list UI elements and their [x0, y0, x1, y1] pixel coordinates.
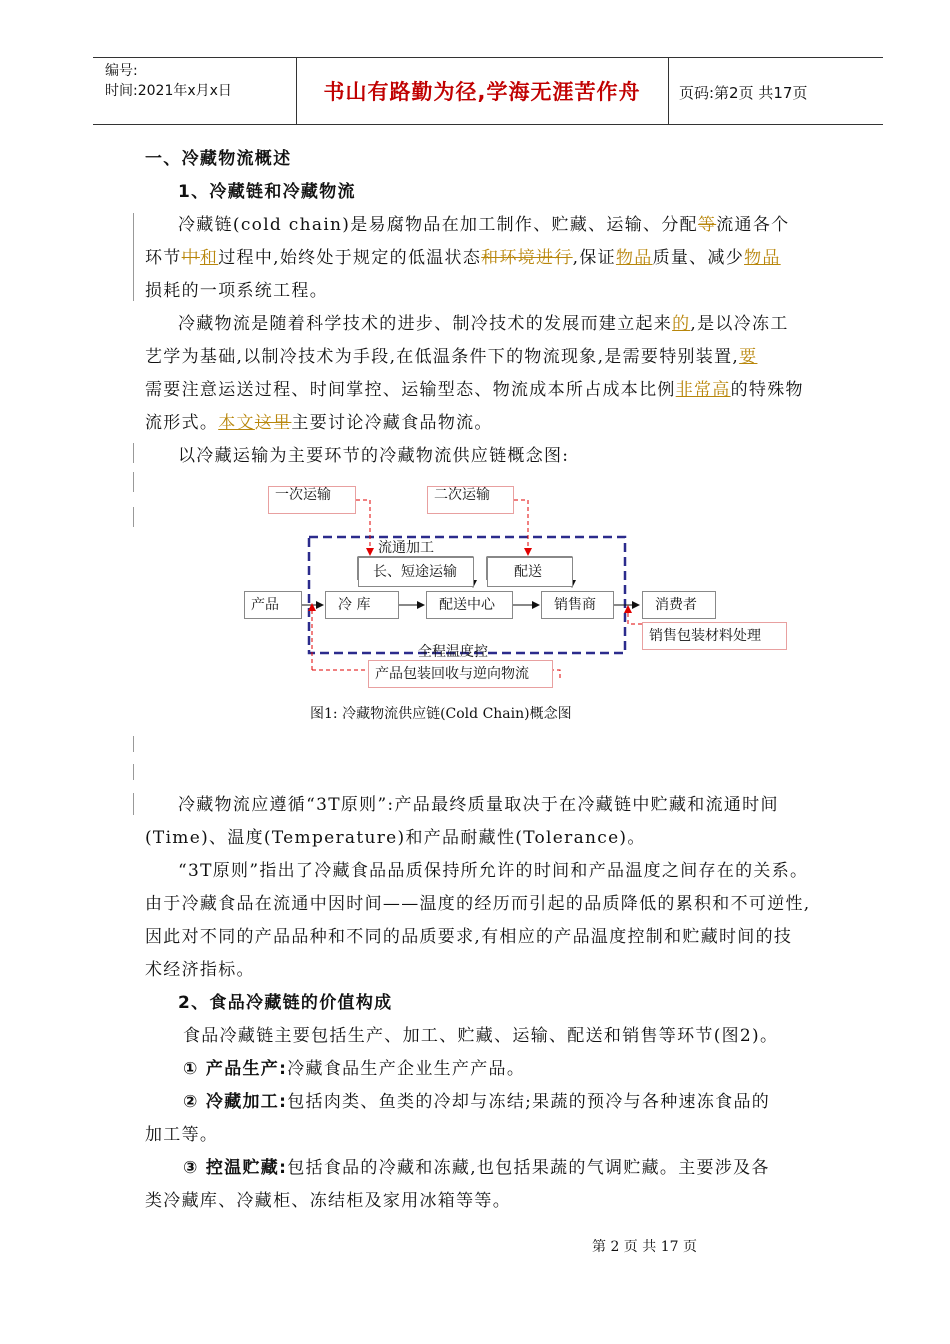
- item-storage: ③ 控温贮藏:包括食品的冷藏和冻藏,也包括果蔬的气调贮藏。主要涉及各: [183, 1158, 770, 1178]
- box-product: 产品: [244, 591, 302, 619]
- header-page-info: 页码:第2页 共17页: [679, 84, 808, 102]
- para-3t-line1: 冷藏物流应遵循“3T原则”:产品最终质量取决于在冷藏链中贮藏和流通时间: [178, 795, 779, 815]
- para-3t-explain-3: 因此对不同的产品品种和不同的品质要求,有相应的产品温度控制和贮藏时间的技: [145, 927, 793, 947]
- section-title: 一、冷藏物流概述: [145, 149, 292, 169]
- para-3t-line2: (Time)、温度(Temperature)和产品耐藏性(Tolerance)。: [145, 828, 646, 848]
- box-cold-storage: 冷 库: [325, 591, 399, 619]
- arrow-transport2: [514, 500, 528, 555]
- box-transport2: 二次运输: [427, 486, 514, 514]
- box-reverse-logistics: 产品包装回收与逆向物流: [368, 660, 553, 688]
- item-processing: ② 冷藏加工:包括肉类、鱼类的冷却与冻结;果蔬的预冷与各种速冻食品的: [183, 1092, 771, 1112]
- subsection-title-1: 1、冷藏链和冷藏物流: [178, 182, 356, 202]
- arrow-transport1: [356, 500, 370, 555]
- box-retailer: 销售商: [541, 591, 614, 619]
- box-transport1: 一次运输: [268, 486, 356, 514]
- item-production: ① 产品生产:冷藏食品生产企业生产产品。: [183, 1059, 526, 1079]
- number-label: 编号:: [105, 63, 138, 79]
- header-motto: 书山有路勤为径,学海无涯苦作舟: [296, 58, 669, 124]
- change-bar: [133, 793, 134, 815]
- box-distribution-center: 配送中心: [426, 591, 513, 619]
- diagram-intro: 以冷藏运输为主要环节的冷藏物流供应链概念图:: [178, 446, 570, 466]
- para-3t-explain-4: 术经济指标。: [145, 960, 255, 980]
- page-footer: 第 2 页 共 17 页: [592, 1239, 697, 1255]
- arrow-packaging: [628, 606, 642, 624]
- subsection-title-2: 2、食品冷藏链的价值构成: [178, 993, 393, 1013]
- box-delivery: 配送: [487, 557, 573, 587]
- change-bar: [133, 764, 134, 780]
- para-3t-explain-1: “3T原则”指出了冷藏食品品质保持所允许的时间和产品温度之间存在的关系。: [178, 861, 809, 881]
- box-long-short-transport: 长、短途运输: [358, 557, 474, 587]
- figure-caption: 图1: 冷藏物流供应链(Cold Chain)概念图: [310, 706, 572, 722]
- label-processing: 流通加工: [378, 540, 434, 556]
- time-label: 时间:2021年x月x日: [105, 83, 232, 99]
- label-temperature-control: 全程温度控: [418, 644, 488, 660]
- para-3t-explain-2: 由于冷藏食品在流通中因时间——温度的经历而引起的品质降低的累积和不可逆性,: [145, 894, 811, 914]
- box-consumer: 消费者: [642, 591, 716, 619]
- box-packaging-disposal: 销售包装材料处理: [642, 622, 787, 650]
- para-value-chain: 食品冷藏链主要包括生产、加工、贮藏、运输、配送和销售等环节(图2)。: [183, 1026, 779, 1046]
